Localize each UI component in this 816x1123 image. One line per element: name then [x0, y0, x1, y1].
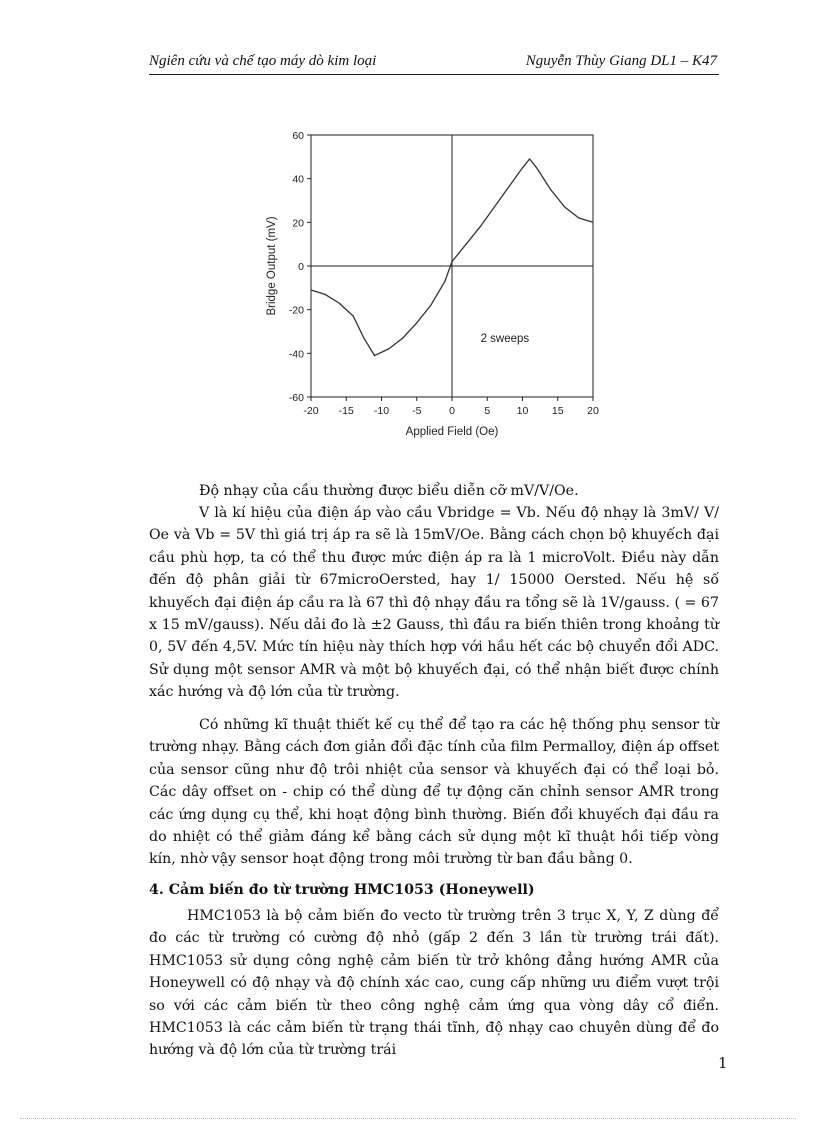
data-point: [480, 226, 481, 227]
x-tick-label: -10: [373, 405, 390, 417]
page-header: [149, 52, 719, 75]
x-tick-label: 10: [516, 405, 529, 417]
x-tick-label: 15: [551, 405, 564, 417]
data-point: [363, 337, 364, 338]
page-number: 1: [718, 1054, 728, 1072]
data-point: [310, 289, 311, 290]
x-tick-label: 5: [484, 405, 491, 417]
data-point: [592, 222, 593, 223]
data-point: [353, 316, 354, 317]
chart-annotation: 2 sweeps: [480, 333, 530, 346]
data-point: [494, 206, 495, 207]
data-point: [508, 187, 509, 188]
y-axis-label: Bridge Output (mV): [266, 216, 278, 316]
paragraph-bridge-voltage: V là kí hiệu của điện áp vào cầu Vbridge = Vb. Nếu độ nhạy là 3mV/ V/ Oe và Vb = 5V thì giá trị áp ra sẽ là 15mV/Oe. Bằng cách chọn bộ khuyếch đại cầu phù hợp, ta có thể thu được mức điện áp ra là 1 microVolt. Điều này dẫn đến độ phân giải từ 67microOersted, hay 1/ 15000 Oersted. Nếu hệ số khuyếch đại điện áp cầu ra là 67 thì độ nhạy đầu ra tổng sẽ là 1V/gauss. ( = 67 x 15 mV/gauss). Nếu dải đo là ±2 Gauss, thì đầu ra biến thiên trong khoảng từ 0, 5V đến 4,5V. Mức tín hiệu này thích hợp với hầu hết các bộ chuyển đổi ADC. Sử dụng một sensor AMR và một bộ khuyếch đại, có thể nhận biết được chính xác hướng và độ lớn của từ trường.: [149, 505, 719, 701]
bridge-output-chart: [255, 125, 615, 450]
bottom-divider: [20, 1118, 796, 1119]
y-tick-label: -20: [288, 304, 304, 317]
header-title: Ngiên cứu và chế tạo máy dò kim loại: [149, 53, 377, 69]
data-point: [374, 355, 375, 356]
x-tick-label: 0: [449, 405, 455, 417]
y-tick-label: -60: [288, 392, 304, 404]
x-axis-label: Applied Field (Oe): [405, 426, 499, 438]
data-point: [388, 348, 389, 349]
data-point: [564, 206, 565, 207]
data-point: [325, 294, 326, 295]
data-point: [339, 303, 340, 304]
data-point: [416, 322, 417, 323]
paragraph-hmc1053: HMC1053 là bộ cảm biến đo vecto từ trường trên 3 trục X, Y, Z dùng để đo các từ trường có cường độ nhỏ (gấp 2 đến 3 lần từ trường trái đất). HMC1053 sử dụng công nghệ cảm biến từ trở không đẳng hướng AMR của Honeywell có độ nhạy và độ chính xác cao, cung cấp những ưu điểm vượt trội so với các cảm biến từ theo công nghệ cảm ứng qua vòng dây cổ điển. HMC1053 là các cảm biến từ trạng thái tĩnh, độ nhạy cao chuyên dùng để đo hướng và độ lớn của từ trường trái: [149, 908, 719, 1059]
x-tick-label: -20: [303, 405, 319, 417]
data-point: [451, 261, 452, 262]
x-tick-label: 20: [587, 405, 599, 417]
y-tick-label: -40: [288, 348, 304, 361]
data-point: [430, 305, 431, 306]
x-tick-label: -5: [412, 405, 422, 417]
section-heading: 4. Cảm biến đo từ trường HMC1053 (Honeywell): [149, 882, 535, 898]
data-point: [578, 217, 579, 218]
y-tick-label: 0: [298, 261, 304, 273]
data-point: [402, 337, 403, 338]
data-point: [536, 167, 537, 168]
data-point: [550, 189, 551, 190]
x-tick-label: -15: [338, 405, 354, 417]
y-tick-label: 40: [292, 173, 304, 186]
data-point: [466, 244, 467, 245]
y-tick-label: 60: [292, 130, 304, 142]
data-point: [444, 281, 445, 282]
data-point: [522, 167, 523, 168]
paragraph-design-techniques: Có những kĩ thuật thiết kế cụ thể để tạo ra các hệ thống phụ sensor từ trường nhạy. Bằng cách đơn giản đổi đặc tính của film Permalloy, điện áp offset của sensor cũng như độ trôi nhiệt của sensor và khuyếch đại có thể loại bỏ. Các dây offset on - chip có thể dùng để tự động căn chỉnh sensor AMR trong các ứng dụng cụ thể, khi hoạt động bình thường. Biến đổi khuyếch đại đầu ra do nhiệt có thể giảm đáng kể bằng cách sử dụng một kĩ thuật hồi tiếp vòng kín, nhờ vậy sensor hoạt động trong môi trường từ ban đầu bằng 0.: [149, 717, 719, 868]
data-point: [529, 158, 530, 159]
paragraph-sensitivity: Độ nhạy của cầu thường được biểu diễn cỡ mV/V/Oe.: [199, 483, 579, 499]
y-tick-label: 20: [292, 217, 304, 230]
header-author: Nguyễn Thùy Giang DL1 – K47: [525, 53, 717, 69]
